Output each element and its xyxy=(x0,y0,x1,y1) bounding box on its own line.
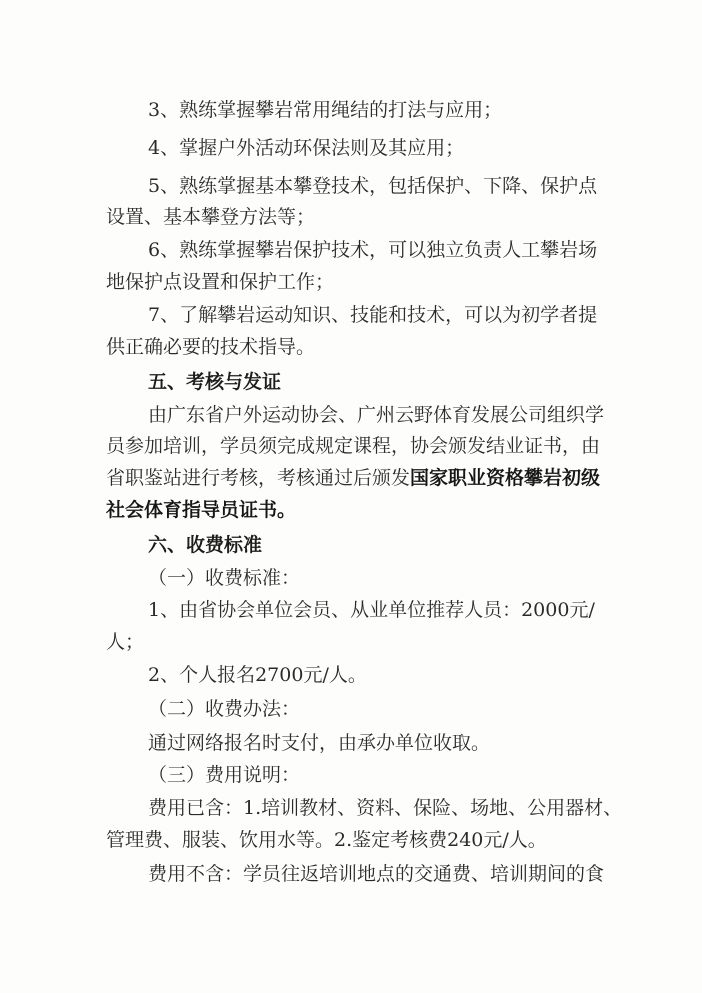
fees-subheading-standard: （一）收费标准： xyxy=(148,567,301,589)
requirement-item-7-line-1: 7、了解攀岩运动知识、技能和技术，可以为初学者提 xyxy=(148,304,598,326)
fee-included-line-2: 管理费、服装、饮用水等。2.鉴定考核费240元/人。 xyxy=(106,829,547,851)
section-heading-fees: 六、收费标准 xyxy=(148,534,263,556)
fee-method-text: 通过网络报名时支付，由承办单位收取。 xyxy=(148,732,491,754)
fee-individual: 2、个人报名2700元/人。 xyxy=(148,664,367,686)
fee-included-line-1: 费用已含：1.培训教材、资料、保险、场地、公用器材、 xyxy=(148,797,623,819)
requirement-item-5-line-1: 5、熟练掌握基本攀登技术，包括保护、下降、保护点 xyxy=(148,175,598,197)
requirement-item-5-line-2: 设置、基本攀登方法等； xyxy=(106,206,316,228)
assessment-text: 省职鉴站进行考核，考核通过后颁发 xyxy=(106,467,411,489)
certificate-name-part-2: 社会体育指导员证书。 xyxy=(106,499,297,521)
requirement-item-6-line-1: 6、熟练掌握攀岩保护技术，可以独立负责人工攀岩场 xyxy=(148,239,598,261)
certificate-name-part-1: 国家职业资格攀岩初级 xyxy=(410,467,601,489)
assessment-paragraph-line-1: 由广东省户外运动协会、广州云野体育发展公司组织学 xyxy=(148,404,605,426)
requirement-item-7-line-2: 供正确必要的技术指导。 xyxy=(106,336,316,358)
assessment-paragraph-line-2: 员参加培训，学员须完成规定课程，协会颁发结业证书，由 xyxy=(106,435,601,457)
fees-subheading-method: （二）收费办法： xyxy=(148,698,301,720)
fees-subheading-notes: （三）费用说明： xyxy=(148,764,301,786)
fee-excluded-line-1: 费用不含：学员往返培训地点的交通费、培训期间的食 xyxy=(148,863,605,885)
requirement-item-6-line-2: 地保护点设置和保护工作； xyxy=(106,271,335,293)
fee-member-line-1: 1、由省协会单位会员、从业单位推荐人员：2000元/ xyxy=(148,599,595,621)
fee-member-line-2: 人； xyxy=(106,631,145,653)
assessment-paragraph-line-3 xyxy=(106,466,600,490)
requirement-item-4: 4、掌握户外活动环保法则及其应用； xyxy=(148,137,465,159)
requirement-item-3: 3、熟练掌握攀岩常用绳结的打法与应用； xyxy=(148,99,503,121)
section-heading-assessment: 五、考核与发证 xyxy=(148,371,282,393)
